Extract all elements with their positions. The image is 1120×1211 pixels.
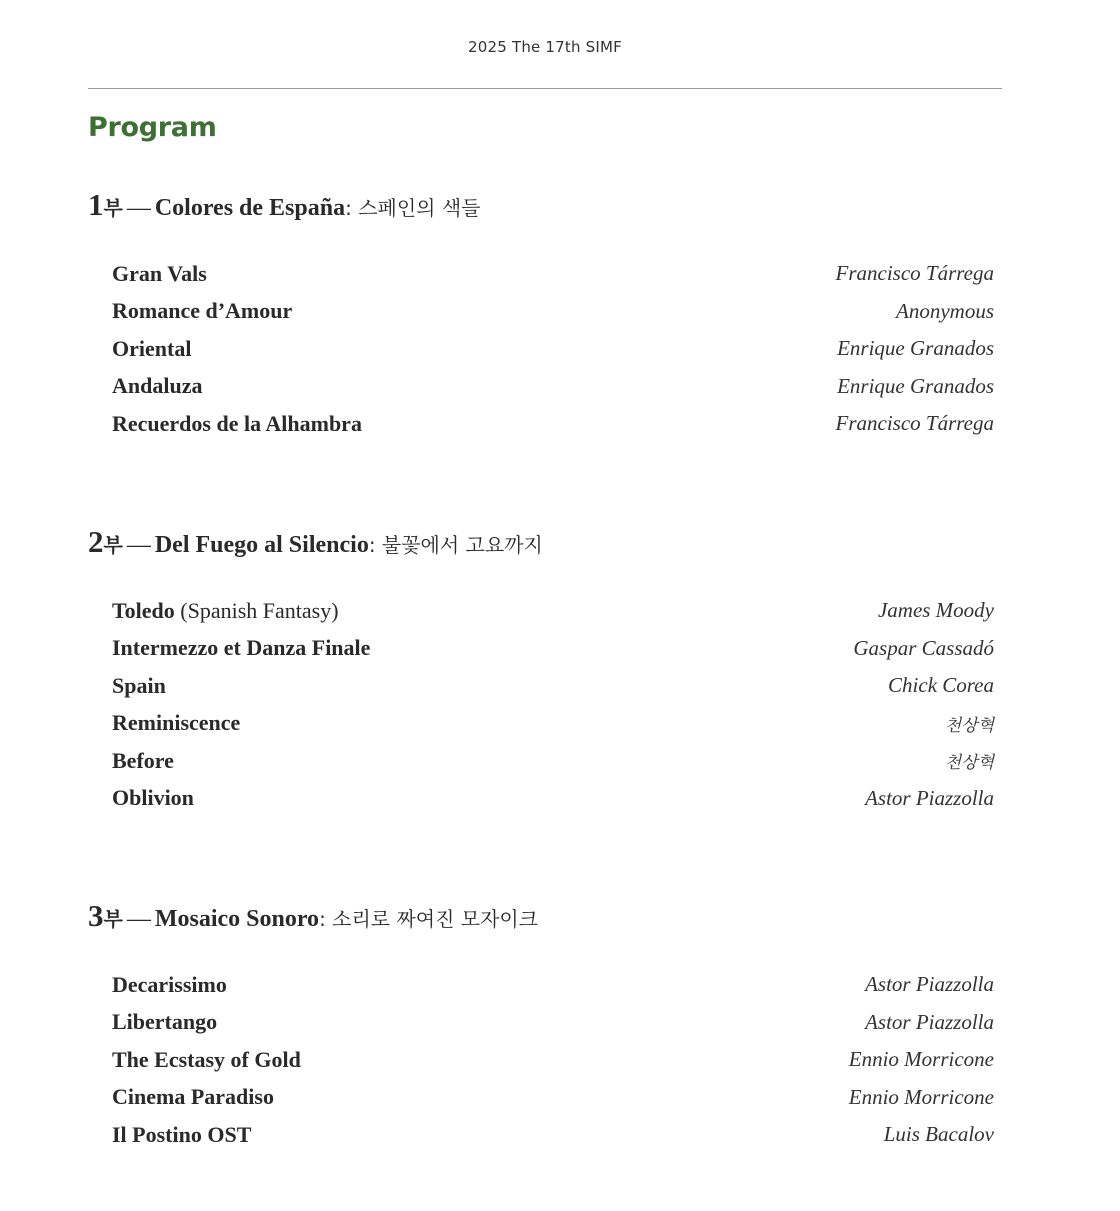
- section-part-label: 부: [103, 907, 123, 931]
- section-number: 1: [88, 187, 104, 222]
- piece-title: Reminiscence: [112, 710, 241, 736]
- header-divider: [88, 88, 1002, 89]
- composer-name: Luis Bacalov: [883, 1122, 994, 1147]
- section-heading: [88, 896, 996, 936]
- section-title-en: Del Fuego al Silencio: [154, 532, 369, 558]
- piece-title: Oriental: [112, 335, 192, 361]
- section-title-en: Mosaico Sonoro: [154, 906, 320, 932]
- composer-name: James Moody: [877, 598, 994, 623]
- section-title-en: Colores de España: [154, 195, 346, 221]
- composer-name: Astor Piazzolla: [865, 972, 994, 997]
- list-item: [112, 405, 994, 443]
- piece-title: Toledo (Spanish Fantasy): [112, 597, 339, 623]
- list-item: [112, 780, 994, 818]
- section-number: 3: [88, 898, 104, 933]
- composer-name: Ennio Morricone: [848, 1047, 994, 1072]
- piece-title: Il Postino OST: [112, 1121, 252, 1147]
- list-item: [112, 705, 994, 743]
- list-item: [112, 592, 994, 630]
- composer-name: Enrique Granados: [837, 336, 994, 361]
- composer-name: Astor Piazzolla: [865, 785, 994, 810]
- composer-name: 천상혁: [944, 715, 994, 736]
- list-item: [112, 966, 994, 1004]
- piece-title: Libertango: [112, 1009, 218, 1035]
- section-part-label: 부: [103, 196, 123, 220]
- piece-title: Oblivion: [112, 785, 194, 811]
- section-heading: [88, 522, 996, 562]
- section-number: 2: [88, 524, 104, 559]
- composer-name: Gaspar Cassadó: [853, 635, 994, 660]
- section-dash: —: [126, 906, 151, 932]
- list-item: [112, 667, 994, 705]
- section-title-ko: : 소리로 짜여진 모자이크: [319, 907, 539, 931]
- piece-title: Recuerdos de la Alhambra: [112, 410, 362, 436]
- list-item: [112, 1116, 994, 1154]
- list-item: [112, 1041, 994, 1079]
- list-item: [112, 630, 994, 668]
- list-item: [112, 293, 994, 331]
- section-dash: —: [126, 195, 151, 221]
- list-item: [112, 330, 994, 368]
- section-heading: [88, 185, 996, 225]
- piece-list: [112, 592, 994, 817]
- piece-title: Before: [112, 747, 174, 773]
- piece-list: [112, 966, 994, 1154]
- list-item: [112, 368, 994, 406]
- program-section-2: [88, 522, 996, 822]
- section-title-ko: : 스페인의 색들: [345, 196, 481, 220]
- piece-title: Andaluza: [112, 373, 203, 399]
- composer-name: Francisco Tárrega: [835, 411, 994, 436]
- list-item: [112, 742, 994, 780]
- composer-name: Astor Piazzolla: [865, 1009, 994, 1034]
- piece-title: Decarissimo: [112, 971, 227, 997]
- piece-title: Gran Vals: [112, 260, 207, 286]
- piece-list: [112, 255, 994, 443]
- piece-title: Intermezzo et Danza Finale: [112, 635, 371, 661]
- composer-name: Enrique Granados: [837, 373, 994, 398]
- list-item: [112, 1079, 994, 1117]
- composer-name: Ennio Morricone: [848, 1084, 994, 1109]
- piece-title: Romance d’Amour: [112, 298, 293, 324]
- list-item: [112, 1004, 994, 1042]
- program-title: Program: [88, 112, 217, 143]
- page-header: 2025 The 17th SIMF: [468, 38, 622, 56]
- composer-name: Chick Corea: [888, 673, 994, 698]
- piece-title: Cinema Paradiso: [112, 1084, 274, 1110]
- section-part-label: 부: [103, 533, 123, 557]
- composer-name: Anonymous: [896, 298, 994, 323]
- section-title-ko: : 불꽃에서 고요까지: [368, 533, 543, 557]
- program-section-3: [88, 896, 996, 1166]
- program-section-1: [88, 185, 996, 455]
- list-item: [112, 255, 994, 293]
- piece-title: The Ecstasy of Gold: [112, 1046, 301, 1072]
- section-dash: —: [126, 532, 151, 558]
- piece-title: Spain: [112, 672, 166, 698]
- composer-name: 천상혁: [944, 753, 994, 774]
- composer-name: Francisco Tárrega: [835, 261, 994, 286]
